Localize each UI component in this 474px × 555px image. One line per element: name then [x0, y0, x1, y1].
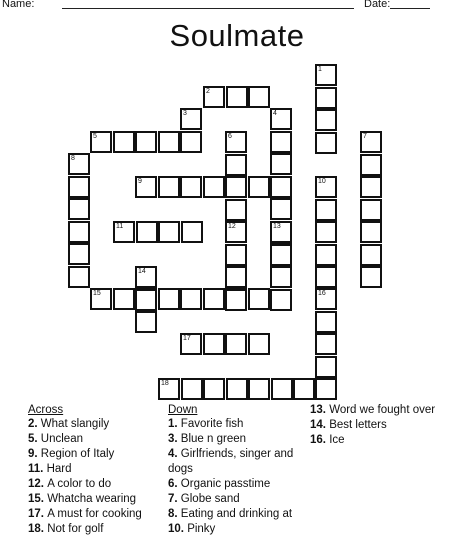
- crossword-cell[interactable]: [203, 86, 225, 108]
- crossword-cell[interactable]: [360, 154, 382, 176]
- crossword-cell[interactable]: [135, 131, 157, 153]
- crossword-cell[interactable]: [315, 288, 337, 310]
- crossword-cell[interactable]: [181, 378, 203, 400]
- cell-number: 16: [318, 290, 326, 297]
- crossword-cell[interactable]: [315, 221, 337, 243]
- clue-text: Globe sand: [180, 493, 240, 505]
- cell-number: 7: [363, 133, 367, 140]
- cell-number: 8: [71, 155, 75, 162]
- crossword-cell[interactable]: [225, 176, 247, 198]
- crossword-cell[interactable]: [180, 131, 202, 153]
- crossword-cell[interactable]: [226, 86, 248, 108]
- clue-item: [28, 492, 168, 507]
- clue-number: 13.: [310, 404, 330, 416]
- crossword-cell[interactable]: [248, 86, 270, 108]
- clue-item: [28, 507, 168, 522]
- clue-number: 14.: [310, 419, 330, 431]
- date-label: Date:: [364, 0, 391, 10]
- crossword-cell[interactable]: [271, 378, 293, 400]
- clue-number: 10.: [168, 523, 188, 535]
- cell-number: 10: [318, 178, 326, 185]
- crossword-cell[interactable]: [270, 176, 292, 198]
- clue-item: [168, 492, 308, 507]
- crossword-cell[interactable]: [68, 176, 90, 198]
- clue-item: [168, 522, 308, 537]
- clue-text: Region of Italy: [40, 448, 115, 460]
- clue-item: [28, 462, 168, 477]
- cell-number: 9: [138, 178, 142, 185]
- crossword-cell[interactable]: [315, 378, 337, 400]
- crossword-cell[interactable]: [180, 333, 202, 355]
- crossword-cell[interactable]: [135, 176, 157, 198]
- clue-item: [28, 417, 168, 432]
- crossword-cell[interactable]: [135, 266, 157, 288]
- crossword-cell[interactable]: [68, 266, 90, 288]
- crossword-cell[interactable]: [68, 221, 90, 243]
- crossword-cell[interactable]: [203, 288, 225, 310]
- clue-text: Girlfriends, singer and dogs: [168, 448, 294, 475]
- crossword-cell[interactable]: [225, 266, 247, 288]
- crossword-cell[interactable]: [270, 198, 292, 220]
- cell-number: 17: [183, 335, 191, 342]
- cell-number: 6: [228, 133, 232, 140]
- clue-number: 7.: [168, 493, 181, 505]
- crossword-cell[interactable]: [225, 221, 247, 243]
- crossword-cell[interactable]: [270, 153, 292, 175]
- clue-item: [310, 403, 460, 418]
- down-clues-continued: [310, 403, 460, 448]
- across-clues: [28, 403, 168, 537]
- crossword-cell[interactable]: [158, 176, 180, 198]
- cell-number: 18: [161, 380, 169, 387]
- cell-number: 12: [228, 223, 236, 230]
- crossword-cell[interactable]: [315, 244, 337, 266]
- clue-text: Eating and drinking at: [180, 508, 293, 520]
- clue-text: A color to do: [47, 478, 112, 490]
- crossword-cell[interactable]: [225, 199, 247, 221]
- cell-number: 11: [116, 223, 124, 230]
- name-label: Name:: [2, 0, 35, 10]
- clue-number: 17.: [28, 508, 48, 520]
- clue-item: [168, 507, 308, 522]
- crossword-cell[interactable]: [225, 244, 247, 266]
- clue-number: 5.: [28, 433, 41, 445]
- crossword-cell[interactable]: [226, 378, 248, 400]
- clue-text: What slangily: [40, 418, 110, 430]
- crossword-cell[interactable]: [315, 356, 337, 378]
- crossword-cell[interactable]: [68, 153, 90, 175]
- crossword-cell[interactable]: [248, 176, 270, 198]
- clue-number: 16.: [310, 434, 330, 446]
- crossword-cell[interactable]: [158, 221, 180, 243]
- clue-number: 9.: [28, 448, 41, 460]
- crossword-cell[interactable]: [293, 378, 315, 400]
- crossword-cell[interactable]: [203, 378, 225, 400]
- crossword-cell[interactable]: [270, 244, 292, 266]
- crossword-cell[interactable]: [315, 311, 337, 333]
- clue-item: [28, 477, 168, 492]
- crossword-cell[interactable]: [360, 199, 382, 221]
- crossword-cell[interactable]: [225, 289, 247, 311]
- crossword-cell[interactable]: [360, 244, 382, 266]
- crossword-cell[interactable]: [90, 288, 112, 310]
- crossword-cell[interactable]: [181, 221, 203, 243]
- crossword-cell[interactable]: [135, 289, 157, 311]
- crossword-cell[interactable]: [315, 199, 337, 221]
- cell-number: 3: [183, 110, 187, 117]
- crossword-cell[interactable]: [158, 288, 180, 310]
- crossword-cell[interactable]: [180, 288, 202, 310]
- clue-number: 3.: [168, 433, 181, 445]
- clue-text: Unclean: [40, 433, 83, 445]
- crossword-cell[interactable]: [270, 131, 292, 153]
- cell-number: 14: [138, 268, 146, 275]
- cell-number: 4: [273, 110, 277, 117]
- clue-text: Not for golf: [47, 523, 104, 535]
- cell-number: 15: [93, 290, 101, 297]
- clue-text: Whatcha wearing: [47, 493, 137, 505]
- cell-number: 1: [318, 66, 322, 73]
- clue-text: Organic passtime: [180, 478, 271, 490]
- clue-text: Pinky: [187, 523, 216, 535]
- crossword-cell[interactable]: [315, 266, 337, 288]
- down-heading: Down: [168, 404, 198, 416]
- clue-item: [168, 447, 308, 477]
- page-title: Soulmate: [169, 18, 305, 53]
- crossword-cell[interactable]: [203, 333, 225, 355]
- clue-number: 12.: [28, 478, 48, 490]
- clue-number: 2.: [28, 418, 41, 430]
- cell-number: 13: [273, 222, 281, 230]
- crossword-cell[interactable]: [270, 266, 292, 288]
- crossword-cell[interactable]: [315, 64, 337, 86]
- clue-number: 15.: [28, 493, 48, 505]
- crossword-cell[interactable]: [270, 221, 292, 243]
- crossword-cell[interactable]: [135, 311, 157, 333]
- clue-item: [28, 522, 168, 537]
- clue-number: 6.: [168, 478, 181, 490]
- cell-number: 5: [93, 133, 97, 140]
- clue-number: 18.: [28, 523, 48, 535]
- crossword-cell[interactable]: [158, 131, 180, 153]
- clue-text: Word we fought over: [329, 404, 436, 416]
- crossword-cell[interactable]: [270, 108, 292, 130]
- crossword-cell[interactable]: [180, 108, 202, 130]
- clue-text: Ice: [329, 434, 345, 446]
- crossword-cell[interactable]: [225, 333, 247, 355]
- crossword-cell[interactable]: [248, 288, 270, 310]
- crossword-cell[interactable]: [315, 333, 337, 355]
- cell-number: 2: [206, 88, 210, 95]
- clue-number: 1.: [168, 418, 181, 430]
- clue-item: [310, 433, 460, 448]
- crossword-cell[interactable]: [360, 221, 382, 243]
- clue-number: 11.: [28, 463, 47, 475]
- crossword-cell[interactable]: [158, 378, 180, 400]
- clue-text: Best letters: [329, 419, 387, 431]
- crossword-cell[interactable]: [68, 198, 90, 220]
- crossword-cell[interactable]: [113, 221, 135, 243]
- down-clues: [168, 403, 308, 537]
- crossword-cell[interactable]: [360, 131, 382, 153]
- clue-item: [168, 432, 308, 447]
- clue-item: [28, 432, 168, 447]
- clue-item: [310, 418, 460, 433]
- crossword-cell[interactable]: [225, 154, 247, 176]
- crossword-cell[interactable]: [315, 87, 337, 109]
- crossword-cell[interactable]: [203, 176, 225, 198]
- crossword-cell[interactable]: [248, 378, 270, 400]
- crossword-cell[interactable]: [90, 131, 112, 153]
- crossword-cell[interactable]: [136, 221, 158, 243]
- crossword-cell[interactable]: [315, 176, 337, 198]
- crossword-cell[interactable]: [315, 132, 337, 154]
- crossword-cell[interactable]: [68, 243, 90, 265]
- clue-text: Hard: [46, 463, 72, 475]
- crossword-cell[interactable]: [270, 289, 292, 311]
- across-heading: Across: [28, 404, 64, 416]
- clue-text: Favorite fish: [180, 418, 244, 430]
- crossword-cell[interactable]: [225, 131, 247, 153]
- crossword-cell[interactable]: [113, 131, 135, 153]
- clue-item: [168, 417, 308, 432]
- clue-text: A must for cooking: [47, 508, 142, 520]
- crossword-cell[interactable]: [360, 176, 382, 198]
- crossword-cell[interactable]: [113, 288, 135, 310]
- crossword-cell[interactable]: [360, 266, 382, 288]
- crossword-cell[interactable]: [180, 176, 202, 198]
- crossword-cell[interactable]: [315, 109, 337, 131]
- crossword-cell[interactable]: [248, 333, 270, 355]
- clue-number: 4.: [168, 448, 181, 460]
- clue-item: [168, 477, 308, 492]
- clue-text: Blue n green: [180, 433, 247, 445]
- clue-item: [28, 447, 168, 462]
- clue-number: 8.: [168, 508, 181, 520]
